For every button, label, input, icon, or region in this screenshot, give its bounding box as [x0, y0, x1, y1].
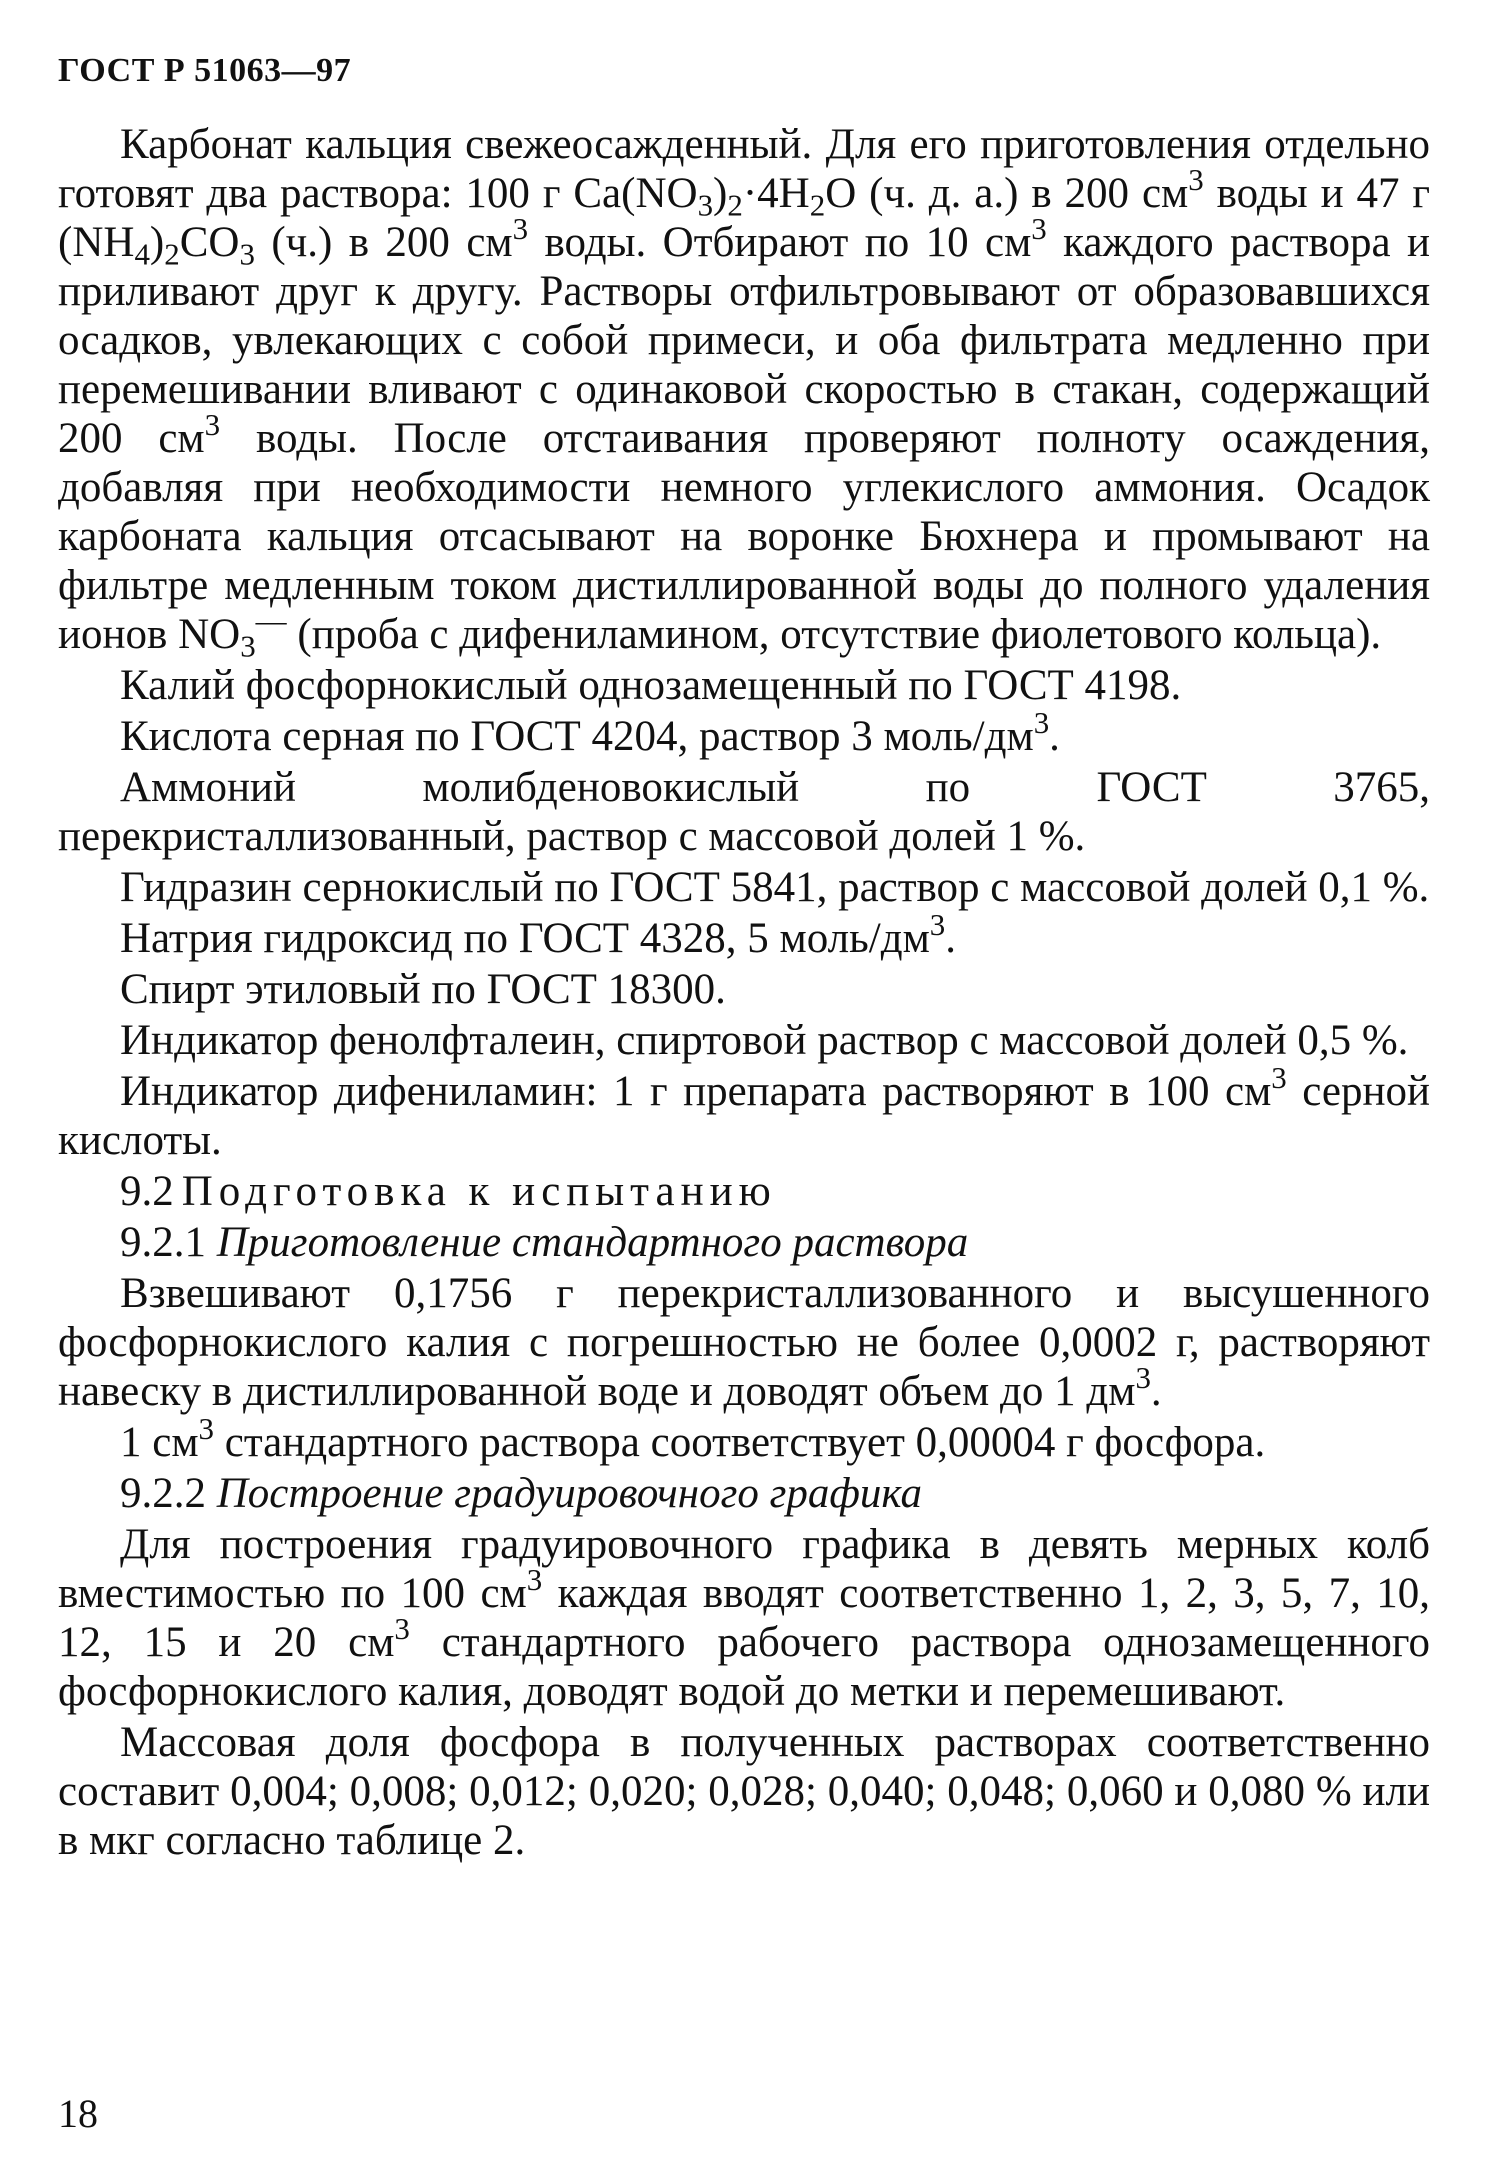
paragraph-hydrazine-sulfate: Гидразин сернокислый по ГОСТ 5841, раствор с массовой долей 0,1 %.	[120, 864, 1430, 911]
paragraph-mass-fraction: Массовая доля фосфора в полученных растворах соответственно составит 0,004; 0,008; 0,012; 0,020; 0,028; 0,040; 0,048; 0,060 и 0,080 % или в мкг согласно таблице 2.	[58, 1719, 1430, 1864]
section-heading-9-2-1: 9.2.1 Приготовление стандартного раствора	[120, 1219, 969, 1266]
paragraph-weighing: Взвешивают 0,1756 г перекристаллизованного и высушенного фосфорнокислого калия с погрешностью не более 0,0002 г, растворяют навеску в дистиллированной воде и доводят объем до 1 $дм^3$.	[58, 1270, 1430, 1415]
paragraph-sulfuric-acid: Кислота серная по ГОСТ 4204, раствор 3 моль/$дм^3$.	[120, 704, 1060, 760]
paragraph-calcium-carbonate: Карбонат кальция свежеосажденный. Для его приготовления отдельно готовят два раствора: 100 г $Ca(NO_3)_2\cdot 4H_2O$ (ч. д. а.) в 200 $см^3$ воды и 47 г $(NH_4)_2CO_3$ (ч.) в 200 $см^3$ воды. Отбирают по 10 $см^3$ каждого раствора и приливают друг к другу. Растворы отфильтровывают от образовавшихся осадков, увлекающих с собой примеси, и оба фильтрата медленно при перемешивании вливают с одинаковой скоростью в стакан, содержащий 200 $см^3$ воды. После отстаивания проверяют полноту осаждения, добавляя при необходимости немного углекислого аммония. Осадок карбоната кальция отсасывают на воронке Бюхнера и промывают на фильтре медленным током дистиллированной воды до полного удаления ионов $NO_3^—$ (проба с дифениламином, отсутствие фиолетового кольца).	[58, 121, 1431, 664]
page-number: 18	[58, 2091, 98, 2136]
section-heading-9-2: 9.2 Подготовка к испытанию	[120, 1168, 777, 1215]
paragraph-sodium-hydroxide: Натрия гидроксид по ГОСТ 4328, 5 моль/$дм^3$.	[120, 906, 957, 962]
paragraph-phenolphthalein: Индикатор фенолфталеин, спиртовой раствор с массовой долей 0,5 %.	[120, 1017, 1409, 1064]
paragraph-potassium-phosphate: Калий фосфорнокислый однозамещенный по ГОСТ 4198.	[120, 662, 1182, 709]
paragraph-standard-solution-equivalent: 1 $см^3$ стандартного раствора соответствует 0,00004 г фосфора.	[120, 1410, 1266, 1466]
paragraph-ammonium-molybdate: Аммоний молибденовокислый по ГОСТ 3765, перекристаллизованный, раствор с массовой долей 1 %.	[58, 764, 1430, 860]
document-body	[58, 120, 1430, 1867]
section-heading-9-2-2: 9.2.2 Построение градуировочного графика	[120, 1470, 922, 1517]
document-header: ГОСТ Р 51063—97	[58, 52, 352, 89]
paragraph-ethyl-alcohol: Спирт этиловый по ГОСТ 18300.	[120, 966, 726, 1013]
paragraph-diphenylamine: Индикатор дифениламин: 1 г препарата растворяют в 100 $см^3$ серной кислоты.	[58, 1059, 1430, 1164]
paragraph-calibration-flasks: Для построения градуировочного графика в девять мерных колб вместимостью по 100 $см^3$ каждая вводят соответственно 1, 2, 3, 5, 7, 10, 12, 15 и 20 $см^3$ стандартного рабочего раствора однозамещенного фосфорнокислого калия, доводят водой до метки и перемешивают.	[58, 1521, 1430, 1715]
